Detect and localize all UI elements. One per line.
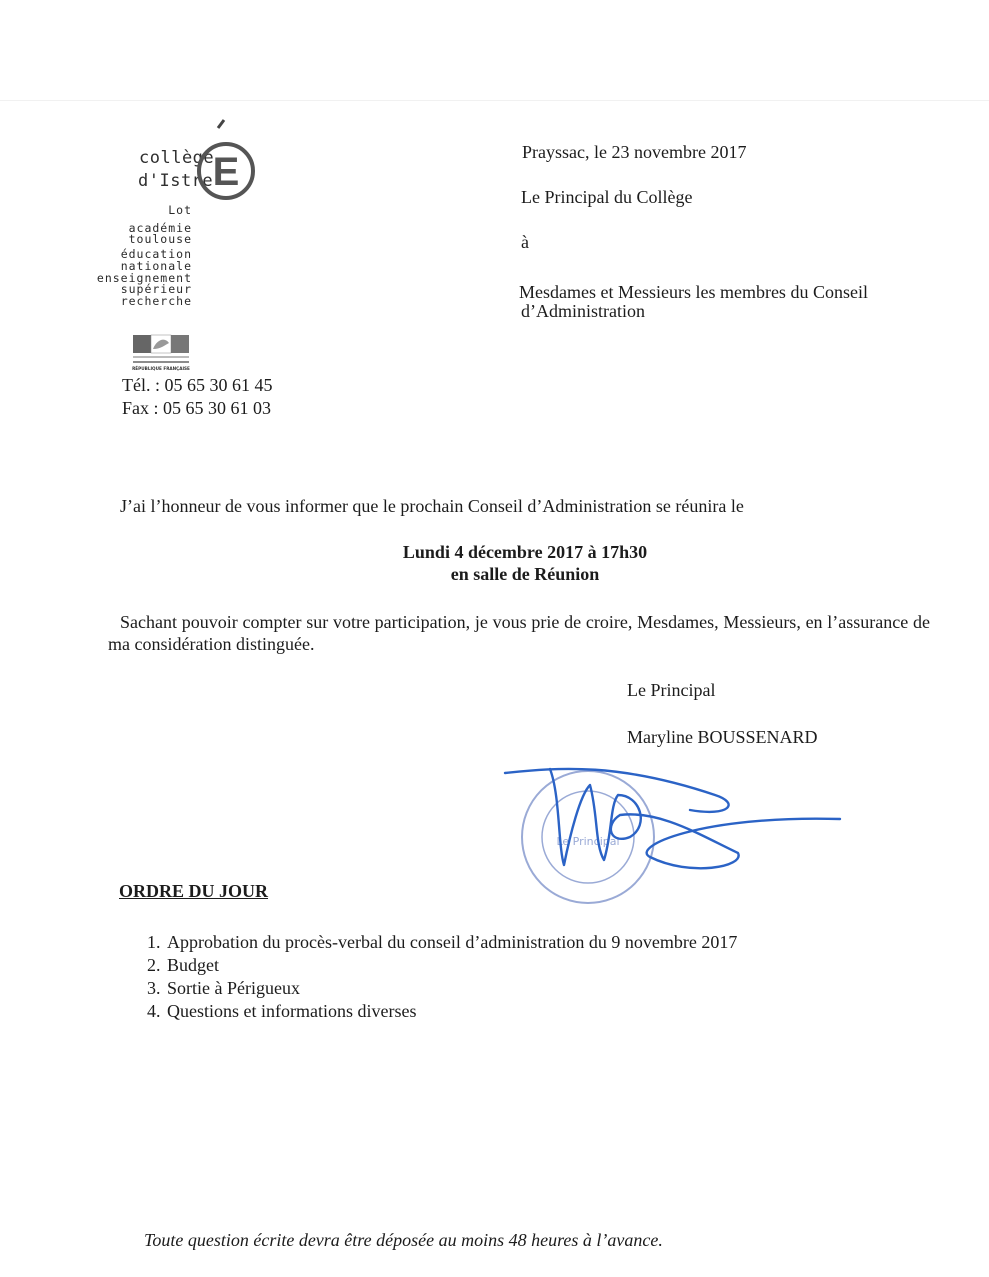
signature-title: Le Principal: [627, 680, 716, 700]
scan-edge-line: [0, 100, 989, 101]
logo-college-word: collège: [139, 148, 215, 168]
logo-istre-word: d'Istre: [138, 171, 214, 191]
agenda-item: 3. Sortie à Périgueux: [147, 978, 300, 998]
fax-number: Fax : 05 65 30 61 03: [122, 398, 272, 418]
sender: Le Principal du Collège: [521, 187, 693, 207]
logo-line-lot: Lot: [168, 203, 192, 217]
recipient-line-2: d’Administration: [521, 301, 645, 321]
footer-note: Toute question écrite devra être déposée au moins 48 heures à l’avance.: [144, 1230, 663, 1250]
agenda-title: ORDRE DU JOUR: [119, 881, 269, 901]
svg-text:Le Principal: Le Principal: [556, 835, 620, 848]
emblem-letter: E: [212, 150, 240, 194]
logo-line-academie: académie: [128, 220, 192, 235]
logo-line-enseignement: enseignement: [96, 270, 192, 285]
place-date: Prayssac, le 23 novembre 2017: [522, 142, 747, 162]
recipient-line-1: Mesdames et Messieurs les membres du Conseil: [519, 282, 868, 302]
logo-line-superieur: supérieur: [120, 282, 192, 297]
logo-line-recherche: recherche: [120, 293, 192, 308]
signatory-name: Maryline BOUSSENARD: [627, 727, 818, 747]
logo-line-toulouse: toulouse: [128, 232, 192, 247]
phone-number: Tél. : 05 65 30 61 45: [122, 375, 273, 395]
meeting-place: en salle de Réunion: [450, 564, 600, 584]
logo-line-education: éducation: [120, 247, 192, 262]
logo-text-lines: [97, 205, 192, 308]
agenda-list: [147, 931, 737, 1023]
official-stamp: [522, 771, 654, 903]
marianne-caption: RÉPUBLIQUE FRANÇAISE: [132, 366, 190, 371]
to-word: à: [521, 232, 529, 252]
stamp-and-signature: [500, 755, 850, 910]
contact-block: [122, 374, 273, 420]
logo-line-nationale: nationale: [120, 258, 192, 273]
agenda-item: 2. Budget: [147, 955, 219, 975]
meeting-date: Lundi 4 décembre 2017 à 17h30: [402, 542, 648, 562]
closing-paragraph: Sachant pouvoir compter sur votre participation, je vous prie de croire, Mesdames, Messieurs, en l’assurance de ma considération distinguée.: [108, 612, 930, 654]
intro-sentence: J’ai l’honneur de vous informer que le prochain Conseil d’Administration se réunira le: [120, 496, 744, 516]
handwritten-signature: [505, 769, 840, 868]
agenda-item: 1. Approbation du procès-verbal du conseil d’administration du 9 novembre 2017: [147, 932, 738, 952]
agenda-item: 4. Questions et informations diverses: [147, 1001, 417, 1021]
marianne-logo-icon: [131, 333, 193, 373]
college-emblem-icon: [186, 114, 258, 210]
